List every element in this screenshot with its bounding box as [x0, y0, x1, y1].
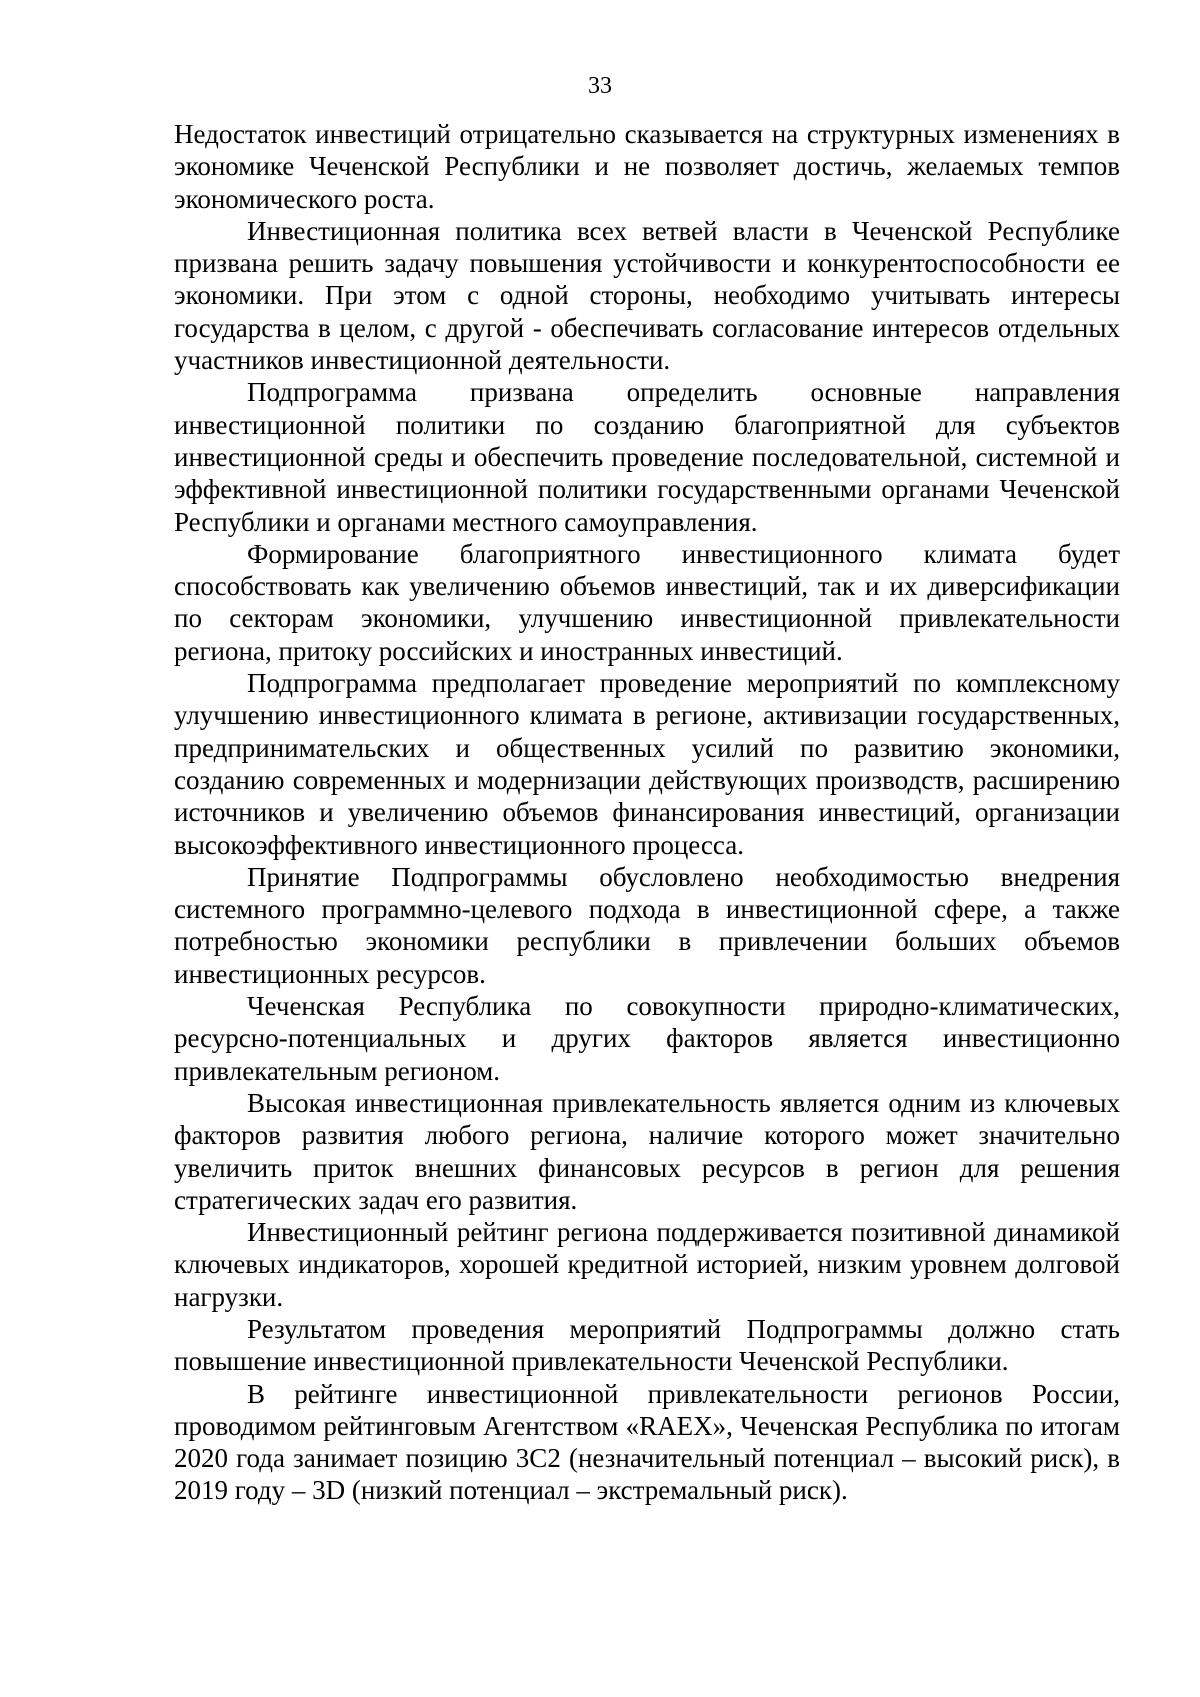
page-number: 33	[588, 73, 612, 99]
paragraph-9: Инвестиционный рейтинг региона поддерживается позитивной динамикой ключевых индикаторов, хорошей кредитной историей, низким уровнем долговой нагрузки.	[174, 1217, 1120, 1312]
paragraph-11: В рейтинге инвестиционной привлекательности регионов России, проводимом рейтинговым Агентством «RAEX», Чеченская Республика по итогам 2020 года занимает позицию 3С2 (незначительный потенциал – высокий риск), в 2019 году – 3D (низкий потенциал – экстремальный риск).	[174, 1378, 1120, 1506]
paragraph-4: Формирование благоприятного инвестиционного климата будет способствовать как увеличению объемов инвестиций, так и их диверсификации по секторам экономики, улучшению инвестиционной привлекательности региона, притоку российских и иностранных инвестиций.	[174, 538, 1120, 666]
paragraph-5: Подпрограмма предполагает проведение мероприятий по комплексному улучшению инвестиционного климата в регионе, активизации государственных, предпринимательских и общественных усилий по развитию экономики, созданию современных и модернизации действующих производств, расширению источников и увеличению объемов финансирования инвестиций, организации высокоэффективного инвестиционного процесса.	[174, 668, 1120, 860]
paragraph-7: Чеченская Республика по совокупности природно-климатических, ресурсно-потенциальных и других факторов является инвестиционно привлекательным регионом.	[174, 991, 1120, 1086]
paragraph-3: Подпрограмма призвана определить основные направления инвестиционной политики по созданию благоприятной для субъектов инвестиционной среды и обеспечить проведение последовательной, системной и эффективной инвестиционной политики государственными органами Чеченской Республики и органами местного самоуправления.	[174, 377, 1120, 537]
paragraph-1: Недостаток инвестиций отрицательно сказывается на структурных изменениях в экономике Чеченской Республики и не позволяет достичь, желаемых темпов экономического роста.	[174, 119, 1120, 214]
document-body	[174, 118, 1120, 1507]
paragraph-6: Принятие Подпрограммы обусловлено необходимостью внедрения системного программно-целевого подхода в инвестиционной сфере, а также потребностью экономики республики в привлечении больших объемов инвестиционных ресурсов.	[174, 861, 1120, 989]
paragraph-10: Результатом проведения мероприятий Подпрограммы должно стать повышение инвестиционной привлекательности Чеченской Республики.	[174, 1313, 1120, 1377]
paragraph-2: Инвестиционная политика всех ветвей власти в Чеченской Республике призвана решить задачу повышения устойчивости и конкурентоспособности ее экономики. При этом с одной стороны, необходимо учитывать интересы государства в целом, с другой - обеспечивать согласование интересов отдельных участников инвестиционной деятельности.	[174, 215, 1120, 376]
paragraph-8: Высокая инвестиционная привлекательность является одним из ключевых факторов развития любого региона, наличие которого может значительно увеличить приток внешних финансовых ресурсов в регион для решения стратегических задач его развития.	[174, 1087, 1120, 1215]
